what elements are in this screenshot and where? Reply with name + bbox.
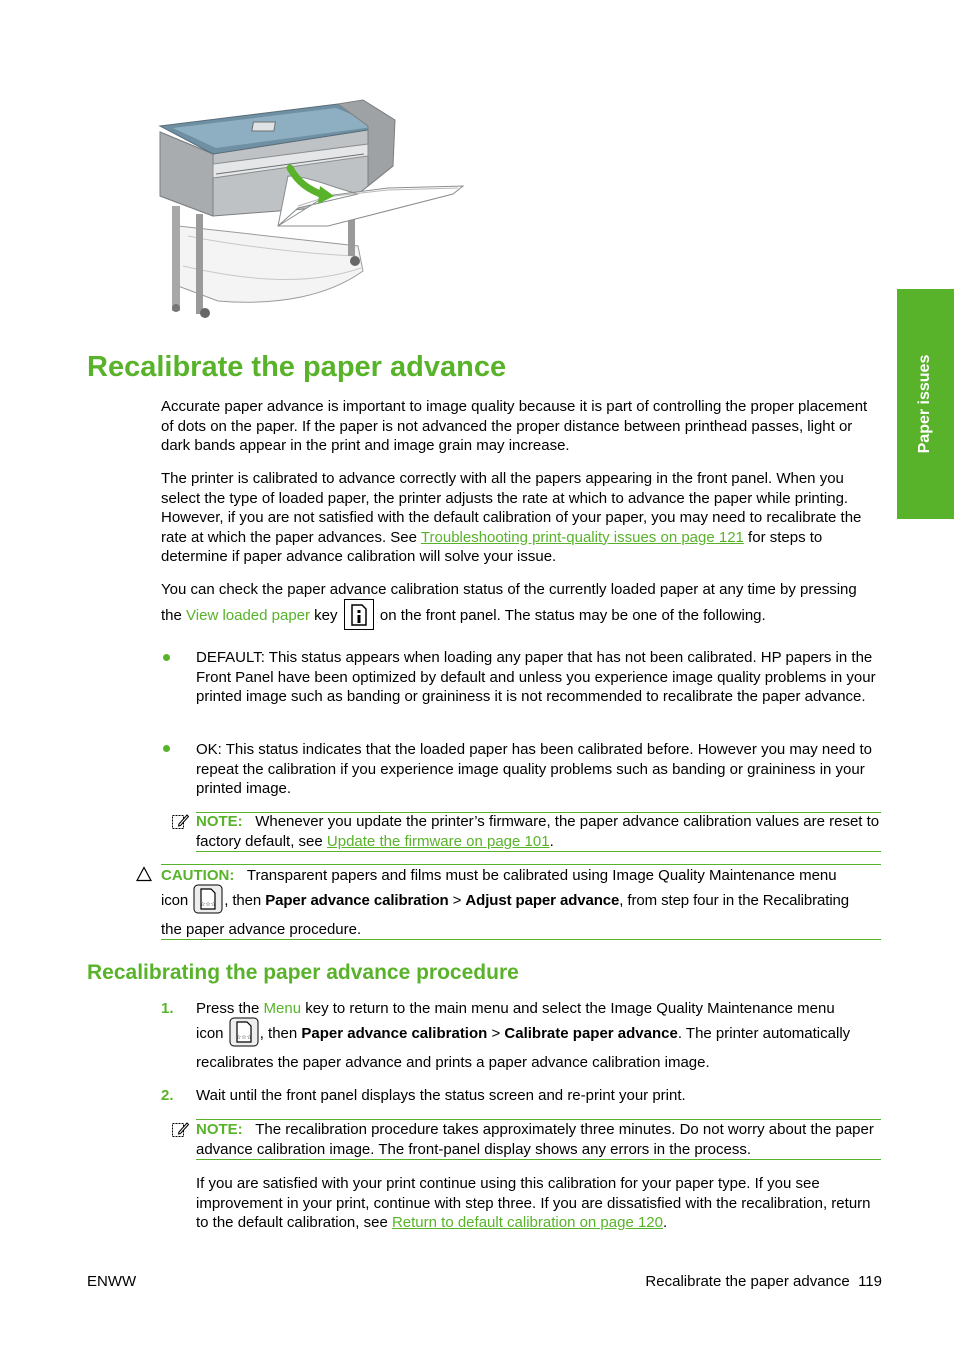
- default-calibration-link[interactable]: Return to default calibration on page 120: [391, 1214, 663, 1231]
- step-2-text: Wait until the front panel displays the status screen and re-print your print.: [196, 1087, 686, 1104]
- bullet-icon: [163, 745, 170, 752]
- troubleshooting-link[interactable]: Troubleshooting print-quality issues on page 121: [420, 528, 744, 546]
- note-bottom-rule: [196, 1159, 881, 1160]
- page-heading: Recalibrate the paper advance: [87, 351, 507, 383]
- caution-line-3: the paper advance procedure.: [161, 921, 362, 938]
- procedure-subheading: Recalibrating the paper advance procedure: [87, 961, 519, 984]
- footer-right: [645, 1272, 882, 1291]
- step-1-line-3: recalibrates the paper advance and prints a paper advance calibration image.: [196, 1054, 710, 1071]
- note-bottom-rule: [196, 851, 881, 852]
- note-icon: [171, 813, 189, 831]
- caution-line-1: CAUTION: Transparent papers and films must be calibrated using Image Quality Maintenance menu: [161, 867, 837, 884]
- svg-text:☆☆☆: ☆☆☆: [200, 901, 217, 909]
- intro-paragraph-1: Accurate paper advance is important to image quality because it is part of controlling the proper placement of dots on the paper. If the paper is not advanced the proper distance between printhead passes, light or dark bands appear in the print and image grain may increase.: [161, 398, 868, 454]
- bullet-ok: OK: This status indicates that the loaded paper has been calibrated before. However you may need to repeat the calibration if you experience image quality problems such as banding or graininess in your printed image.: [196, 741, 872, 797]
- intro-paragraph-2: The printer is calibrated to advance correctly with all the papers appearing in the front panel. When you select the type of loaded paper, the printer adjusts the rate at which to advance the paper while printing. However, if you are not satisfied with the default calibration of your paper, you may need to recalibrate the rate at which the paper advances. See Troubleshooting print-quality issues on page 121 for steps to determine if paper advance calibration will solve your issue.: [161, 470, 862, 565]
- caution-bottom-rule: [161, 939, 881, 940]
- note-icon: [171, 1121, 189, 1139]
- note-2: NOTE: The recalibration procedure takes approximately three minutes. Do not worry about the paper advance calibration image. The front-panel display shows any errors in the process.: [196, 1121, 874, 1158]
- step-2-number: 2.: [161, 1087, 174, 1104]
- intro-paragraph-3: You can check the paper advance calibration status of the currently loaded paper at any time by pressing: [161, 581, 857, 598]
- step-1-line-1: Press the Menu key to return to the main menu and select the Image Quality Maintenance menu: [196, 1000, 835, 1017]
- svg-text:☆☆☆: ☆☆☆: [235, 1034, 252, 1042]
- caution-icon: [136, 866, 152, 882]
- image-quality-maintenance-icon: [193, 884, 223, 914]
- bullet-default: DEFAULT: This status appears when loading any paper that has not been calibrated. HP papers in the Front Panel have been optimized by default and unless you experience image quality problems in your printed image such as banding or graininess it is not recommended to recalibrate the paper advance.: [196, 649, 876, 705]
- page-number: 119: [858, 1273, 882, 1290]
- intro-paragraph-3-line2: the View loaded paper key on the front panel. The status may be one of the following.: [161, 600, 883, 632]
- side-tab: [897, 289, 954, 519]
- note-1: NOTE: Whenever you update the printer’s firmware, the paper advance calibration values are reset to factory default, see Update the firmware on page 101.: [196, 813, 880, 850]
- menu-key-name: Menu: [263, 1000, 302, 1017]
- footer-left: ENWW: [87, 1273, 137, 1290]
- view-loaded-paper-key-name: View loaded paper: [186, 607, 311, 624]
- image-quality-maintenance-icon: [229, 1017, 259, 1047]
- caution-top-rule: [161, 864, 881, 865]
- final-paragraph: If you are satisfied with your print continue using this calibration for your paper type. If you see improvement in your print, continue with step three. If you are dissatisfied with the recalibration, return to the default calibration, see Return to default calibration on page 120.: [196, 1175, 871, 1231]
- step-1-number: 1.: [161, 1000, 174, 1017]
- caution-line-2: icon ☆☆☆ , then Paper advance calibration > Adjust paper advance, from step four in the Recalibrating: [161, 885, 883, 917]
- printer-illustration: [158, 96, 470, 322]
- view-loaded-paper-key-icon: [344, 599, 374, 630]
- update-firmware-link[interactable]: Update the firmware on page 101: [326, 832, 550, 850]
- footer-section-title: Recalibrate the paper advance: [645, 1273, 850, 1290]
- side-tab-label: Paper issues: [916, 354, 933, 454]
- step-1-line-2: icon ☆☆☆ , then Paper advance calibration > Calibrate paper advance. The printer automatically: [196, 1018, 883, 1050]
- bullet-icon: [163, 654, 170, 661]
